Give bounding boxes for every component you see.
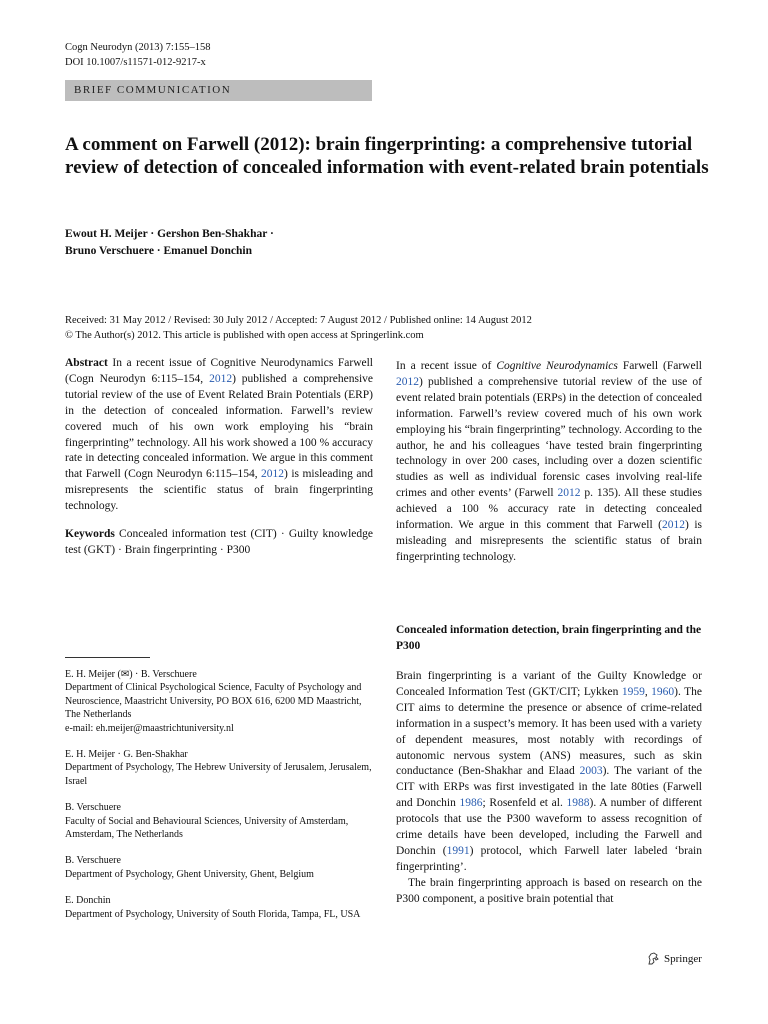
citation-link[interactable]: 1960 [651, 685, 675, 698]
citation-link[interactable]: 2012 [261, 468, 285, 481]
body-paragraph: The brain fingerprinting approach is based on research on the P300 component, a positive brain potential that [396, 876, 702, 905]
intro-paragraph: In a recent issue of Cognitive Neurodynamics Farwell (Farwell 2012) published a comprehensive tutorial review of the use of event related brain potentials (ERPs) in the detection of concealed information. Farwell’s review covered much of his own work employing his “brain fingerprinting” technology. According to the author, he and his colleagues ‘have tested brain fingerprinting technology in over 200 cases, including over a dozen scientific studies as well as individual forensic cases involving real-life crimes and other events’ (Farwell 2012 p. 135). All these studies achieved a 100 % accuracy rate in detecting concealed information. We argue in this comment that Farwell (2012) is misleading and misrepresents the scientific status of brain fingerprinting technology. [396, 360, 703, 563]
affiliation-item: E. H. Meijer · G. Ben-Shakhar Department of Psychology, The Hebrew University of Jerusalem, Jerusalem, Israel [65, 749, 372, 787]
citation-link[interactable]: 1986 [459, 797, 483, 810]
author-list [65, 226, 274, 260]
section-heading: Concealed information detection, brain fingerprinting and the P300 [396, 624, 702, 652]
body-paragraph: Brain fingerprinting is a variant of the Guilty Knowledge or Concealed Information Test (GKT/CIT; Lykken 1959, 1960). The CIT aims to determine the presence or absence of crime-related information in a suspect’s memory. It has been used with a variety of dependent measures, most notably with recordings of autonomic nervous system (ANS) measures, such as skin conductance (Ben-Shakhar and Elaad 2003). The variant of the CIT with ERPs was first investigated in the late 80ties (Farwell and Donchin 1986; Rosenfeld et al. 1988). A number of different protocols that use the P300 waveform to assess recognition of crime details have been developed, including the Farwell and Donchin (1991) protocol, which Farwell later labeled ‘brain fingerprinting’. [396, 670, 702, 873]
citation-link[interactable]: 1988 [566, 797, 590, 810]
publisher-name: Springer [664, 953, 702, 965]
affiliation-item: E. Donchin Department of Psychology, University of South Florida, Tampa, FL, USA [65, 895, 361, 920]
journal-name: Cognitive Neurodynamics [496, 360, 618, 372]
affiliation-item: B. Verschuere Faculty of Social and Behavioural Sciences, University of Amsterdam, Amsterdam, The Netherlands [65, 802, 349, 841]
affiliations [65, 668, 373, 934]
abstract-section [65, 356, 373, 559]
journal-line: Cogn Neurodyn (2013) 7:155–158 [65, 42, 211, 53]
affiliation-item: B. Verschuere Department of Psychology, Ghent University, Ghent, Belgium [65, 855, 314, 880]
authors-line-2: Bruno Verschuere · Emanuel Donchin [65, 245, 253, 257]
dates-line: Received: 31 May 2012 / Revised: 30 July 2012 / Accepted: 7 August 2012 / Published online: 14 August 2012 [65, 315, 532, 326]
citation-link[interactable]: 2012 [557, 487, 581, 500]
article-history [65, 313, 725, 343]
citation-link[interactable]: 2012 [661, 519, 685, 532]
citation-link[interactable]: 2012 [209, 372, 233, 385]
keywords-paragraph: Keywords Concealed information test (CIT) · Guilty knowledge test (GKT) · Brain fingerprinting · P300 [65, 528, 373, 556]
footnote-divider [65, 657, 150, 658]
doi-line: DOI 10.1007/s11571-012-9217-x [65, 57, 206, 68]
journal-citation [65, 40, 211, 70]
publisher-logo [646, 951, 702, 967]
article-type-banner: BRIEF COMMUNICATION [65, 80, 372, 101]
keywords-label: Keywords [65, 528, 115, 541]
article-title: A comment on Farwell (2012): brain fingerprinting: a comprehensive tutorial review of detection of concealed information with event-related brain potentials [65, 134, 709, 178]
citation-link[interactable]: 2012 [396, 375, 419, 388]
copyright-line: © The Author(s) 2012. This article is published with open access at Springerlink.com [65, 330, 424, 341]
abstract-paragraph: Abstract In a recent issue of Cognitive Neurodynamics Farwell (Cogn Neurodyn 6:115–154, 2012) published a comprehensive tutorial review of the use of Event Related Brain Potentials (ERP) in the detection of concealed information. Farwell’s review covered much of his own work employing his “brain fingerprinting” technology. All his work showed a 100 % accuracy rate in detecting concealed information. We argue in this comment that Farwell (Cogn Neurodyn 6:115–154, 2012) is misleading and misrepresents the scientific status of brain fingerprinting technology. [65, 357, 373, 513]
email-link[interactable]: e-mail: eh.meijer@maastrichtuniversity.nl [65, 722, 234, 734]
abstract-label: Abstract [65, 357, 108, 369]
section-body [396, 669, 702, 908]
springer-horse-icon [646, 952, 660, 966]
citation-link[interactable]: 2003 [579, 765, 603, 778]
citation-link[interactable]: 1959 [621, 685, 645, 698]
authors-line-1: Ewout H. Meijer · Gershon Ben-Shakhar · [65, 228, 274, 240]
citation-link[interactable]: 1991 [446, 844, 470, 857]
affiliation-item: E. H. Meijer (✉) · B. Verschuere Department of Clinical Psychological Science, Faculty of Psychology and Neuroscience, Maastricht University, PO BOX 616, 6200 MD Maastricht, The Netherlands e-mail: eh.meijer@maastrichtuniversity.nl [65, 669, 362, 734]
